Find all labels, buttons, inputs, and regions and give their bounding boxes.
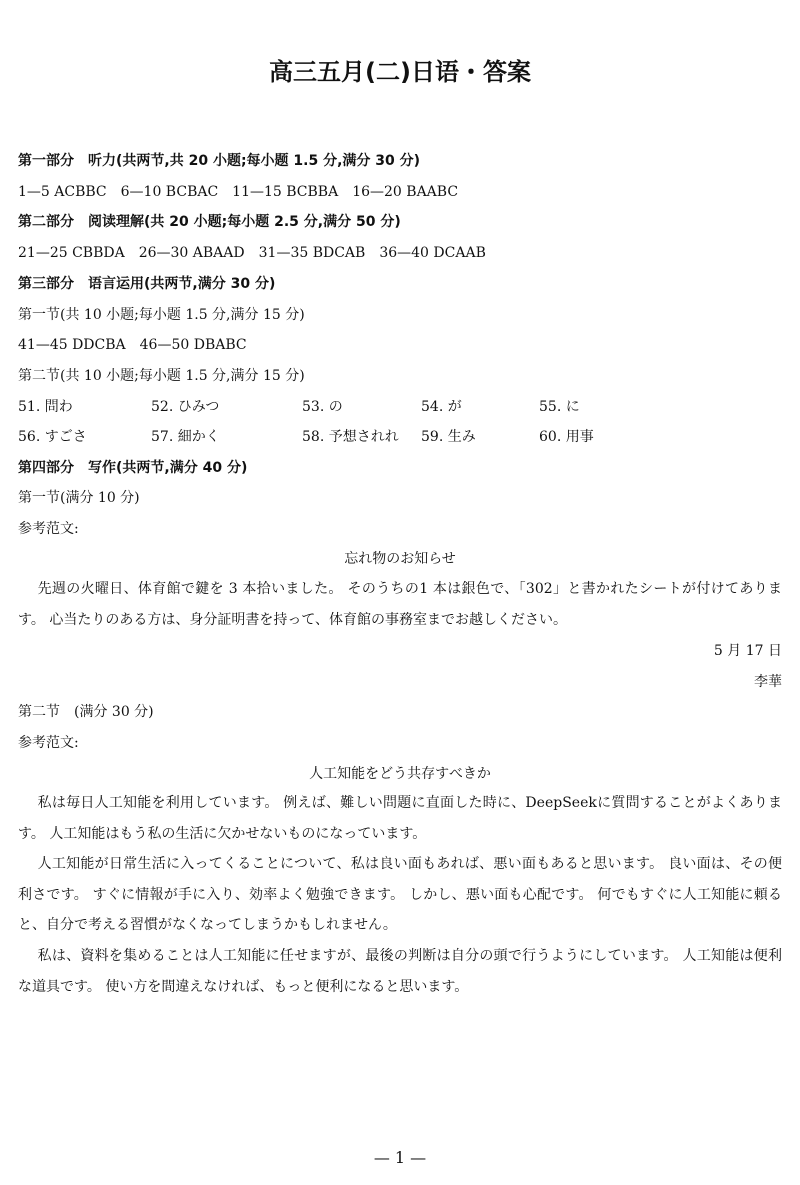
answer-item: 51. 問わ [18, 399, 73, 415]
essay1-title: 忘れ物のお知らせ [344, 551, 456, 567]
answer-item: 60. 用事 [539, 429, 594, 445]
answer-item: 56. すごさ [18, 429, 87, 445]
essay1-body: 先週の火曜日、体育館で鍵を 3 本拾いました。 そのうちの1 本は銀色で、「302」と書かれたシートが付けてあります。 心当たりのある方は、身分証明書を持って、体育館の事務室までお越しください。 [18, 581, 782, 628]
part3-section2-heading: 第二节(共 10 小题;每小题 1.5 分,满分 15 分) [18, 368, 305, 384]
essay2-title: 人工知能をどう共存すべきか [309, 766, 491, 782]
part2-answers: 21—25 CBBDA 26—30 ABAAD 31—35 BDCAB 36—40 DCAAB [18, 245, 486, 261]
part1-heading: 第一部分 听力(共两节,共 20 小题;每小题 1.5 分,满分 30 分) [18, 153, 421, 169]
page-number: — 1 — [373, 1148, 427, 1167]
sample-essay-label: 参考范文: [18, 735, 79, 751]
part3-section1-heading: 第一节(共 10 小题;每小题 1.5 分,满分 15 分) [18, 307, 305, 323]
essay2-paragraph-1: 私は毎日人工知能を利用しています。 例えば、難しい問題に直面した時に、DeepSeekに質問することがよくあります。 人工知能はもう私の生活に欠かせないものになっています。 [18, 795, 782, 842]
answer-item: 53. の [302, 399, 343, 415]
part3-heading: 第三部分 语言运用(共两节,满分 30 分) [18, 276, 276, 292]
part2-heading: 第二部分 阅读理解(共 20 小题;每小题 2.5 分,满分 50 分) [18, 214, 401, 230]
answer-row-1 [18, 397, 782, 417]
essay1-date: 5 月 17 日 [713, 643, 782, 659]
answer-item: 58. 予想されれ [302, 429, 399, 445]
essay2-paragraph-2: 人工知能が日常生活に入ってくることについて、私は良い面もあれば、悪い面もあると思います。 良い面は、その便利さです。 すぐに情報が手に入り、効率よく勉強できます。 しかし、悪い面も心配です。 何でもすぐに人工知能に頼ると、自分で考える習慣がなくなってしまうかもしれません。 [18, 856, 782, 933]
essay1-signature: 李華 [754, 674, 782, 690]
page-title: 高三五月(二)日语・答案 [269, 58, 531, 86]
answer-item: 55. に [539, 399, 580, 415]
part3-section1-answers: 41—45 DDCBA 46—50 DBABC [18, 337, 247, 353]
part4-heading: 第四部分 写作(共两节,满分 40 分) [18, 460, 248, 476]
part4-section1-heading: 第一节(满分 10 分) [18, 490, 140, 506]
answer-item: 52. ひみつ [151, 399, 220, 415]
answer-item: 57. 細かく [151, 429, 220, 445]
answer-row-2 [18, 427, 782, 447]
answer-item: 54. が [421, 399, 462, 415]
part4-section2-heading: 第二节 (满分 30 分) [18, 704, 154, 720]
sample-essay-label: 参考范文: [18, 521, 79, 537]
part1-answers: 1—5 ACBBC 6—10 BCBAC 11—15 BCBBA 16—20 BAABC [18, 184, 459, 200]
answer-item: 59. 生み [421, 429, 476, 445]
essay2-paragraph-3: 私は、資料を集めることは人工知能に任せますが、最後の判断は自分の頭で行うようにしています。 人工知能は便利な道具です。 使い方を間違えなければ、もっと便利になると思います。 [18, 948, 782, 995]
